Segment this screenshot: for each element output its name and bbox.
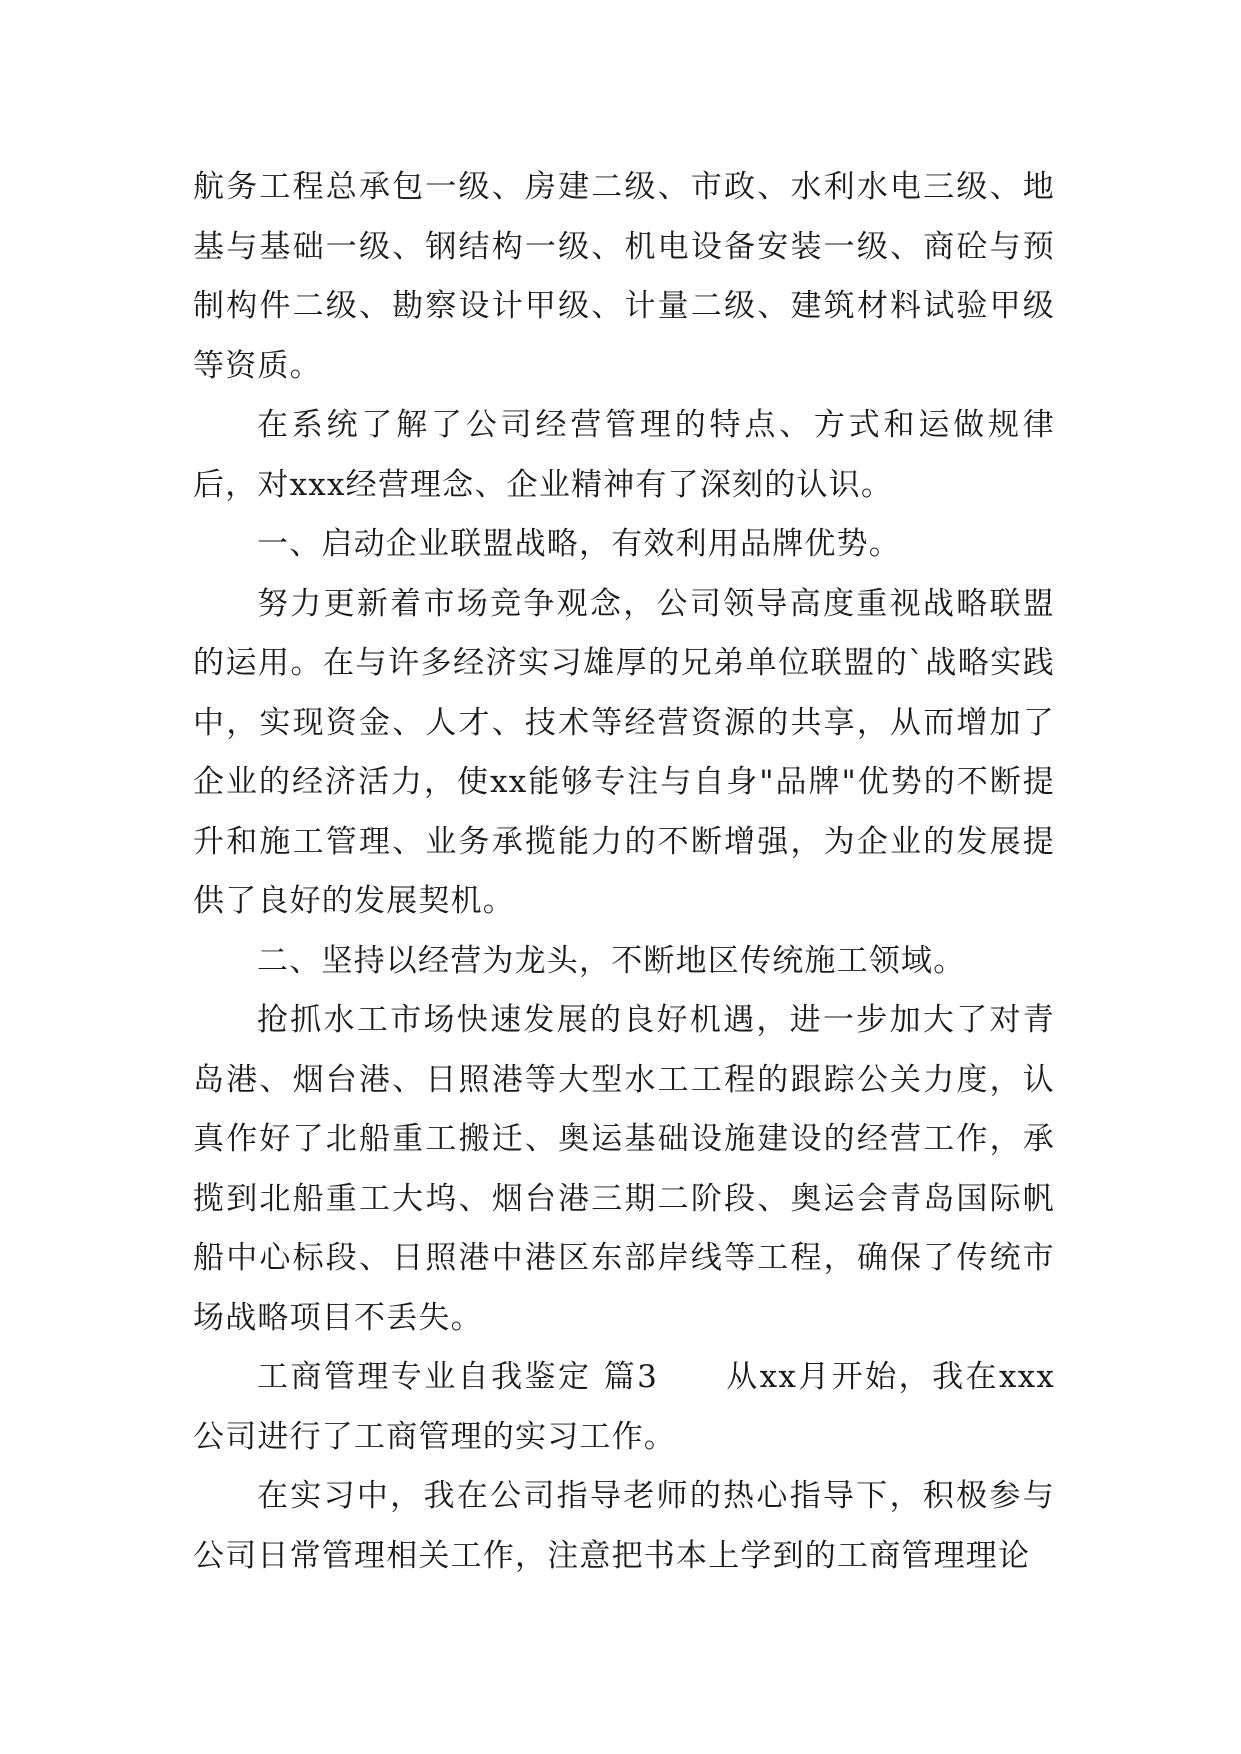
paragraph-1: 航务工程总承包一级、房建二级、市政、水利水电三级、地基与基础一级、钢结构一级、机电设备安装一级、商砼与预制构件二级、勘察设计甲级、计量二级、建筑材料试验甲级等资质。 xyxy=(193,169,1055,384)
paragraph-5: 工商管理专业自我鉴定 篇3 从xx月开始，我在xxx公司进行了工商管理的实习工作。 xyxy=(193,1359,1055,1455)
section-heading-1: 一、启动企业联盟战略，有效利用品牌优势。 xyxy=(257,526,901,562)
paragraph-6: 在实习中，我在公司指导老师的热心指导下，积极参与公司日常管理相关工作，注意把书本上学到的工商管理理论 xyxy=(193,1478,1055,1574)
paragraph-2: 在系统了解了公司经营管理的特点、方式和运做规律后，对xxx经营理念、企业精神有了深刻的认识。 xyxy=(193,407,1055,503)
paragraph-4: 抢抓水工市场快速发展的良好机遇，进一步加大了对青岛港、烟台港、日照港等大型水工工程的跟踪公关力度，认真作好了北船重工搬迁、奥运基础设施建设的经营工作，承揽到北船重工大坞、烟台港三期二阶段、奥运会青岛国际帆船中心标段、日照港中港区东部岸线等工程，确保了传统市场战略项目不丢失。 xyxy=(193,1002,1055,1336)
section-heading-2: 二、坚持以经营为龙头，不断地区传统施工领域。 xyxy=(257,942,966,979)
paragraph-3: 努力更新着市场竞争观念，公司领导高度重视战略联盟的运用。在与许多经济实习雄厚的兄弟单位联盟的`战略实践中，实现资金、人才、技术等经营资源的共享，从而增加了企业的经济活力，使xx能够专注与自身"品牌"优势的不断提升和施工管理、业务承揽能力的不断增强，为企业的发展提供了良好的发展契机。 xyxy=(193,585,1055,919)
document-body xyxy=(193,158,1055,1586)
